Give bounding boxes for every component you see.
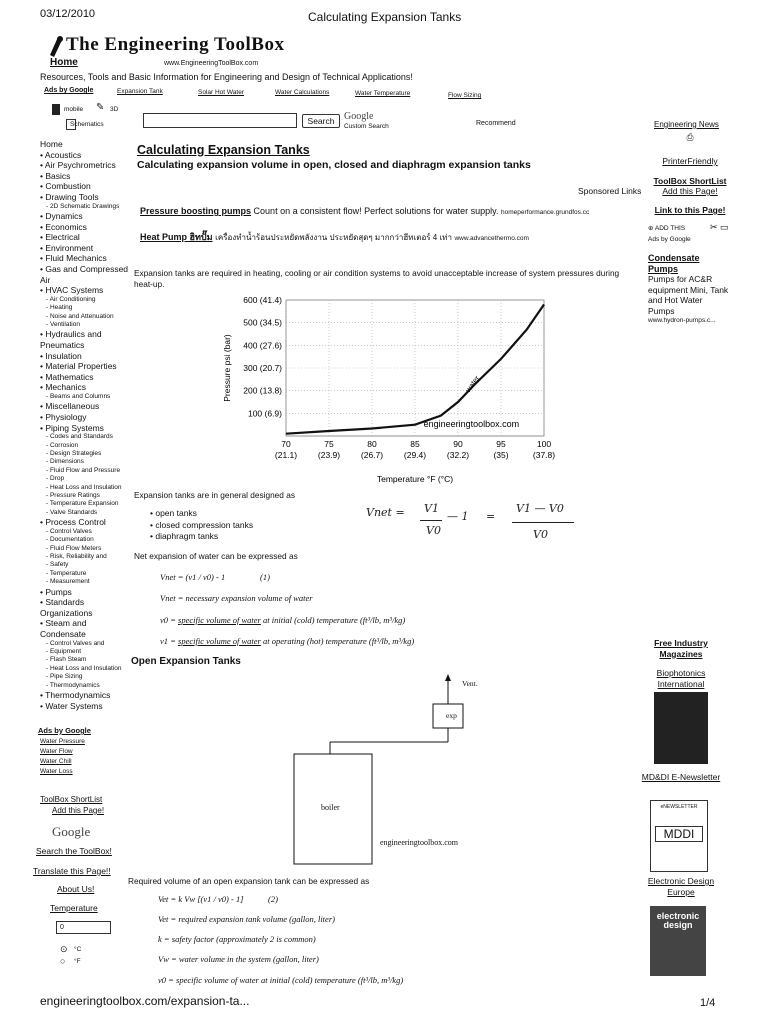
open-tanks-heading: Open Expansion Tanks: [131, 656, 241, 667]
nav-item[interactable]: - Control Valves: [46, 527, 92, 535]
mag-3-cover-title: electronic design: [656, 911, 700, 930]
home-link[interactable]: Home: [50, 57, 78, 68]
nav-item[interactable]: - Heat Loss and Insulation: [46, 483, 122, 491]
list-item: • diaphragm tanks: [150, 531, 219, 541]
x-tick-label: 75: [324, 439, 334, 449]
nav-item[interactable]: • Standards: [40, 597, 85, 608]
ad-link[interactable]: Expansion Tank: [117, 88, 163, 95]
nav-item[interactable]: • Economics: [40, 221, 87, 232]
nav-item[interactable]: - Equipment: [46, 647, 82, 655]
nav-item[interactable]: - Control Valves and: [46, 639, 105, 647]
nav-item[interactable]: • HVAC Systems: [40, 285, 104, 296]
equation-2: Vet = k Vw [(v1 / v0) - 1]: [158, 894, 244, 904]
x-tick-label: 100: [536, 439, 552, 449]
nav-item[interactable]: - Risk, Reliability and: [46, 552, 107, 560]
right-ad-text: Pumps for AC&R equipment Mini, Tank and Hot Water Pumps: [648, 274, 729, 316]
footer-page: 1/4: [700, 997, 716, 1009]
mobile-icon[interactable]: [52, 104, 60, 115]
x-tick-label: 80: [367, 439, 377, 449]
nav-item[interactable]: - Documentation: [46, 536, 94, 544]
nav-item[interactable]: • Thermodynamics: [40, 690, 111, 700]
nav-item[interactable]: - Valve Standards: [46, 508, 98, 516]
nav-item[interactable]: - Thermodynamics: [46, 681, 100, 689]
recommend-link[interactable]: Recommend: [476, 120, 516, 127]
x-tick-label-celsius: (35): [493, 450, 509, 460]
nav-home[interactable]: Home: [40, 139, 63, 149]
nav-item[interactable]: - Flash Steam: [46, 656, 87, 664]
left-ads-label[interactable]: Ads by Google: [38, 726, 91, 735]
ad-link[interactable]: Water Temperature: [355, 90, 411, 97]
hand-f2-den: V0: [533, 528, 548, 541]
definition-v0-2: v0 = specific volume of water at initial (cold) temperature (ft³/lb, m³/kg): [158, 975, 404, 985]
mag-cover-logo: MDDI: [655, 826, 703, 842]
hand-equals: =: [486, 510, 496, 523]
ad-2-title[interactable]: Heat Pump ฮิทปั๊ม: [140, 232, 213, 242]
ad-2-url[interactable]: www.advancethermo.com: [454, 235, 529, 242]
specific-volume-link[interactable]: specific volume of water: [178, 615, 261, 625]
logo-wrench-icon: [48, 36, 64, 58]
sidebar-nav: [40, 139, 132, 711]
definition-vw: Vw = water volume in the system (gallon, liter): [158, 954, 319, 964]
ad-1-text: Count on a consistent flow! Perfect solutions for water supply.: [253, 206, 499, 216]
mobile-label[interactable]: mobile: [64, 106, 84, 113]
x-tick-label: 70: [281, 439, 291, 449]
exp-label: exp: [446, 711, 457, 720]
link-to-page-link[interactable]: Link to this Page!: [654, 205, 726, 215]
nav-item[interactable]: - Temperature: [46, 569, 87, 577]
about-link[interactable]: About Us!: [57, 884, 95, 894]
nav-item[interactable]: Pneumatics: [40, 339, 85, 350]
sponsored-label: Sponsored Links: [578, 186, 642, 196]
nav-item[interactable]: • Gas and Compressed: [40, 263, 129, 274]
nav-item[interactable]: • Water Systems: [40, 700, 103, 711]
site-url: www.EngineeringToolBox.com: [164, 60, 259, 67]
ad-link[interactable]: Flow Sizing: [448, 92, 482, 99]
nav-item[interactable]: • Physiology: [40, 411, 87, 422]
vent-label: Vent.: [462, 679, 478, 688]
mag-cover-header: eNEWSLETTER: [660, 804, 698, 810]
translate-link[interactable]: Translate this Page!!: [33, 866, 111, 876]
left-ad-link[interactable]: Water Chill: [40, 758, 72, 765]
magazine-1-link[interactable]: Biophotonics International: [656, 668, 706, 689]
x-tick-label: 95: [496, 439, 506, 449]
intro-paragraph: Expansion tanks are required in heating, cooling or air condition systems to avoid unacceptable increase of system pressures during heat-up.: [134, 268, 620, 289]
nav-item[interactable]: • Air Psychrometrics: [40, 160, 116, 171]
left-google-logo: Google: [52, 824, 91, 839]
nav-item[interactable]: • Steam and: [40, 618, 87, 629]
nav-item[interactable]: - Corrosion: [46, 441, 79, 449]
nav-item[interactable]: - Temperature Expansion: [46, 500, 119, 508]
pencil-icon[interactable]: ✎: [96, 102, 105, 113]
hand-fraction-bar: [512, 522, 574, 523]
definition-v1: v1 = specific volume of water at operating (hot) temperature (ft³/lb, m³/kg): [160, 636, 415, 646]
right-add-page-link[interactable]: Add this Page!: [662, 186, 718, 196]
hand-lhs: Vnet =: [366, 506, 405, 519]
ad-2-text: เครื่องทำน้ำร้อนประหยัดพลังงาน ประหยัดสุดๆ มากกว่าฮีทเตอร์ 4 เท่า: [215, 233, 452, 242]
left-shortlist-link[interactable]: ToolBox ShortList: [40, 795, 103, 804]
3d-label[interactable]: 3D: [110, 106, 119, 113]
ads-by-google[interactable]: Ads by Google: [44, 87, 94, 94]
nav-item[interactable]: - Pressure Ratings: [46, 491, 100, 499]
x-tick-label-celsius: (37.8): [532, 450, 556, 460]
nav-item[interactable]: • Mathematics: [40, 371, 94, 382]
y-tick-label: 400 (27.6): [243, 340, 282, 351]
nav-item[interactable]: Organizations: [40, 607, 93, 618]
nav-item[interactable]: - Drop: [46, 475, 65, 483]
left-ad-link[interactable]: Water Loss: [40, 768, 73, 775]
nav-item[interactable]: - Pipe Sizing: [46, 673, 83, 681]
series-label: water: [463, 373, 482, 395]
equation-2-number: (2): [268, 894, 278, 904]
right-ad-url[interactable]: www.hydron-pumps.c...: [648, 317, 716, 324]
custom-search-label: Custom Search: [344, 123, 389, 130]
print-date: 03/12/2010: [40, 8, 96, 20]
magazine-2-link[interactable]: MD&DI E-Newsletter: [641, 772, 721, 782]
nav-item[interactable]: - Safety: [46, 561, 69, 569]
list-item: • closed compression tanks: [150, 519, 254, 530]
nav-item[interactable]: • Dynamics: [40, 210, 83, 221]
y-tick-label: 100 (6.9): [247, 408, 282, 419]
left-add-page-link[interactable]: Add this Page!: [52, 806, 105, 815]
nav-item[interactable]: • Piping Systems: [40, 422, 104, 433]
hand-f2-num: V1 — V0: [516, 502, 564, 515]
left-ad-link[interactable]: Water Flow: [40, 748, 73, 755]
nav-item[interactable]: - Heat Loss and Insulation: [46, 664, 122, 672]
unit-c-label: °C: [74, 946, 82, 953]
engineering-news-link[interactable]: Engineering News: [654, 120, 719, 129]
nav-item[interactable]: Air: [40, 274, 51, 285]
definition-vet: Vet = required expansion tank volume (gallon, liter): [158, 914, 335, 924]
magazine-3-link[interactable]: Electronic Design Europe: [647, 876, 715, 897]
print-title: Calculating Expansion Tanks: [308, 10, 462, 24]
x-tick-label-celsius: (32.2): [446, 450, 470, 460]
ad-1-title[interactable]: Pressure boosting pumps: [140, 206, 252, 216]
nav-item[interactable]: • Miscellaneous: [40, 401, 100, 412]
definition-k: k = safety factor (approximately 2 is common): [158, 934, 316, 944]
radio-fahrenheit[interactable]: ○: [60, 956, 66, 966]
hand-f1-num: V1: [424, 502, 439, 515]
diagram-watermark: engineeringtoolbox.com: [380, 838, 458, 847]
hand-minus-one: — 1: [447, 510, 469, 523]
list-item: • open tanks: [150, 508, 197, 518]
radio-celsius[interactable]: ⊙: [60, 944, 68, 954]
nav-item[interactable]: - Measurement: [46, 578, 90, 586]
schematics-label[interactable]: Schematics: [70, 121, 104, 128]
nav-item[interactable]: • Electrical: [40, 232, 80, 243]
y-tick-label: 200 (13.8): [243, 385, 282, 396]
google-logo: Google: [344, 111, 374, 122]
printer-friendly-link[interactable]: PrinterFriendly: [662, 156, 718, 166]
nav-item[interactable]: - Design Strategies: [46, 449, 102, 457]
y-tick-label: 300 (20.7): [243, 363, 282, 373]
vent-arrow-icon: [445, 674, 451, 681]
y-tick-label: 600 (41.4): [243, 295, 282, 305]
search-input[interactable]: [143, 113, 297, 128]
definition-vnet: Vnet = necessary expansion volume of water: [160, 593, 313, 603]
designed-as-text: Expansion tanks are in general designed as: [134, 490, 295, 500]
ad-link[interactable]: Water Calculations: [275, 89, 330, 96]
sponsored-ad-1[interactable]: [140, 206, 636, 216]
net-expansion-text: Net expansion of water can be expressed as: [134, 551, 298, 561]
sponsored-ad-2[interactable]: [140, 230, 636, 244]
chart-watermark: engineeringtoolbox.com: [423, 418, 520, 429]
nav-item[interactable]: - Heating: [46, 304, 73, 312]
x-tick-label: 90: [453, 439, 463, 449]
nav-item[interactable]: • Combustion: [40, 181, 91, 192]
site-tagline: Resources, Tools and Basic Information for Engineering and Design of Technical Applications!: [40, 72, 413, 82]
nav-item[interactable]: - Dimensions: [46, 458, 84, 466]
nav-item[interactable]: - Air Conditioning: [46, 295, 96, 303]
hand-fraction-bar: [420, 520, 442, 521]
nav-item[interactable]: Condensate: [40, 628, 86, 639]
left-ad-link[interactable]: Water Pressure: [40, 738, 85, 745]
nav-item[interactable]: • Insulation: [40, 350, 82, 361]
equation-1-number: (1): [260, 572, 270, 582]
x-tick-label-celsius: (29.4): [403, 450, 427, 460]
right-ad-title[interactable]: Condensate Pumps: [648, 253, 700, 274]
nav-item[interactable]: - Noise and Attenuation: [46, 312, 114, 320]
site-logo[interactable]: The Engineering ToolBox: [66, 34, 285, 55]
x-tick-label-celsius: (21.1): [274, 450, 298, 460]
add-this-button[interactable]: ⊕ ADD THIS: [648, 225, 686, 232]
equation-1: Vnet = (v1 / v0) - 1: [160, 572, 226, 582]
magazine-2-cover[interactable]: [650, 800, 708, 872]
page-title: Calculating Expansion Tanks: [137, 143, 310, 157]
ad-1-url[interactable]: homeperformance.grundfos.cc: [501, 209, 590, 216]
pressure-temperature-chart: [196, 292, 568, 486]
nav-item[interactable]: - Codes and Standards: [46, 433, 113, 441]
page-subtitle: Calculating expansion volume in open, closed and diaphragm expansion tanks: [137, 159, 531, 171]
nav-item[interactable]: - Ventilation: [46, 320, 80, 328]
right-shortlist-link[interactable]: ToolBox ShortList: [653, 176, 727, 186]
x-axis-label: Temperature °F (°C): [376, 474, 454, 484]
nav-item[interactable]: - Fluid Flow Meters: [46, 544, 102, 552]
nav-item[interactable]: • Hydraulics and: [40, 329, 102, 340]
x-tick-label-celsius: (23.9): [317, 450, 341, 460]
nav-item[interactable]: • Basics: [40, 170, 71, 181]
x-tick-label-celsius: (26.7): [360, 450, 384, 460]
hand-f1-den: V0: [426, 524, 441, 537]
search-toolbox-link[interactable]: Search the ToolBox!: [36, 846, 112, 856]
temperature-link[interactable]: Temperature: [50, 903, 98, 913]
free-magazines-link[interactable]: Free Industry Magazines: [654, 638, 708, 659]
y-tick-label: 500 (34.5): [243, 317, 282, 328]
nav-item[interactable]: - 2D Schematic Drawings: [46, 202, 120, 210]
unit-f-label: °F: [74, 958, 81, 965]
nav-item[interactable]: • Environment: [40, 242, 94, 253]
boiler-label: boiler: [321, 803, 340, 812]
search-button[interactable]: Search: [302, 114, 340, 128]
nav-item[interactable]: • Drawing Tools: [40, 191, 99, 202]
footer-url: engineeringtoolbox.com/expansion-ta...: [40, 994, 250, 1008]
required-volume-text: Required volume of an open expansion tank can be expressed as: [128, 876, 370, 886]
temperature-input[interactable]: 0: [56, 921, 111, 934]
nav-item[interactable]: • Acoustics: [40, 149, 82, 160]
nav-item[interactable]: • Mechanics: [40, 382, 86, 393]
ad-link[interactable]: Solar Hot Water: [198, 89, 244, 96]
nav-item[interactable]: • Pumps: [40, 586, 72, 597]
tank-types-list: [150, 508, 253, 543]
nav-item[interactable]: • Fluid Mechanics: [40, 253, 107, 264]
right-ads-by-label[interactable]: Ads by Google: [648, 236, 691, 243]
nav-item[interactable]: • Process Control: [40, 517, 106, 528]
nav-item[interactable]: - Beams and Columns: [46, 392, 111, 400]
nav-item[interactable]: • Material Properties: [40, 361, 117, 372]
printer-icon[interactable]: ⎙: [686, 132, 694, 142]
definition-v0: v0 = specific volume of water at initial (cold) temperature (ft³/lb, m³/kg): [160, 615, 406, 625]
add-this-icons[interactable]: ✂ ▭: [710, 222, 729, 232]
specific-volume-link[interactable]: specific volume of water: [178, 636, 261, 646]
y-axis-label: Pressure psi (bar): [222, 334, 232, 402]
x-tick-label: 85: [410, 439, 420, 449]
magazine-1-cover[interactable]: [654, 692, 708, 764]
magazine-3-cover[interactable]: [650, 906, 706, 976]
nav-item[interactable]: - Fluid Flow and Pressure: [46, 466, 121, 474]
